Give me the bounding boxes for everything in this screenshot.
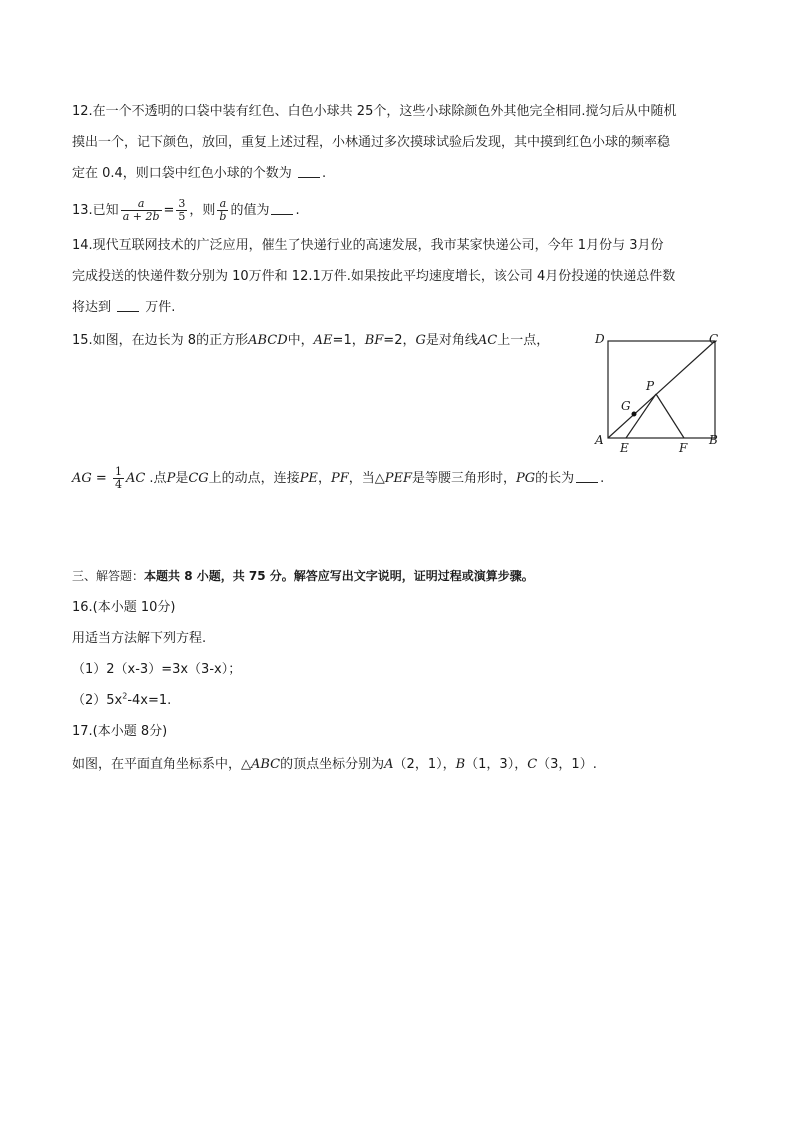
q13-frac2-num: 3 bbox=[178, 197, 186, 210]
q15-cg: CG bbox=[188, 471, 209, 486]
q15-p: P bbox=[166, 471, 176, 486]
q15-pf: PF bbox=[330, 471, 349, 486]
q12-line-3 bbox=[72, 164, 326, 184]
q17-a: A bbox=[384, 757, 394, 772]
q15-ac: AC bbox=[477, 333, 498, 348]
q15-text-b: 中， bbox=[287, 333, 314, 348]
q14-line-3b: 万件. bbox=[145, 300, 176, 315]
q13-line bbox=[72, 198, 300, 224]
section-3-title: 三、解答题： bbox=[72, 569, 145, 583]
q16-p2a: （2）5x bbox=[72, 693, 123, 708]
q15-text-2d: ，当△ bbox=[348, 471, 385, 486]
q15-text-2b: 是 bbox=[175, 471, 189, 486]
q13-fraction-a-over-b bbox=[217, 198, 228, 223]
label-g: G bbox=[621, 399, 631, 413]
q15-ac-2: AC bbox=[125, 471, 146, 486]
q15-frac-den: 4 bbox=[114, 478, 122, 491]
q15-bf-val: =2， bbox=[383, 333, 416, 348]
q15-ae-val: =1， bbox=[332, 333, 365, 348]
q13-mid: ，则 bbox=[189, 203, 216, 218]
q14-line-2: 完成投送的快递件数分别为 10万件和 12.1万件.如果按此平均速度增长，该公司 4月份投递的快递总件数 bbox=[72, 269, 676, 284]
label-f: F bbox=[679, 441, 688, 455]
q15-ag-eq: = bbox=[91, 471, 111, 486]
q13-end: . bbox=[295, 203, 300, 218]
label-e: E bbox=[620, 441, 629, 455]
q16-p2-exponent: 2 bbox=[122, 691, 128, 701]
q12-line-3-text: 定在 0.4，则口袋中红色小球的个数为 bbox=[72, 166, 292, 181]
q12-line-2: 摸出一个，记下颜色，放回，重复上述过程，小林通过多次摸球试验后发现，其中摸到红色小球的频率稳 bbox=[72, 135, 671, 150]
q15-answer-blank bbox=[576, 469, 598, 483]
q13-suffix: 的值为 bbox=[230, 203, 270, 218]
q15-text-2f: 的长为 bbox=[535, 471, 575, 486]
q15-text-2c: 上的动点，连接 bbox=[208, 471, 300, 486]
q17-t1: 如图，在平面直角坐标系中，△ bbox=[72, 757, 251, 772]
q16-p2b: -4x=1. bbox=[127, 693, 172, 708]
diagonal-ac bbox=[608, 341, 715, 438]
q13-frac1-den: a + 2b bbox=[122, 210, 160, 223]
q12-answer-blank bbox=[298, 164, 320, 178]
q13-frac1-num: a bbox=[137, 197, 145, 210]
q17-text bbox=[72, 755, 597, 775]
q16-intro: 用适当方法解下列方程. bbox=[72, 631, 207, 646]
q13-frac3-num: a bbox=[219, 197, 227, 210]
q15-text-d: 上一点， bbox=[497, 333, 550, 348]
label-p: P bbox=[646, 379, 655, 393]
q12-line-1: 12.在一个不透明的口袋中装有红色、白色小球共 25个，这些小球除颜色外其他完全相同.搅匀后从中随机 bbox=[72, 104, 677, 119]
label-c: C bbox=[709, 332, 719, 346]
q15-frac-num: 1 bbox=[114, 465, 122, 478]
q15-line-2 bbox=[72, 466, 604, 492]
label-b: B bbox=[709, 433, 718, 447]
q17-a-coord: （2，1）， bbox=[393, 757, 456, 772]
segment-pf bbox=[656, 394, 684, 438]
q15-square-figure bbox=[590, 328, 730, 458]
q15-line-1 bbox=[72, 331, 549, 351]
q16-part-1: （1）2（x-3）=3x（3-x）； bbox=[72, 662, 242, 677]
q15-fraction-1-over-4 bbox=[113, 466, 124, 491]
q13-answer-blank bbox=[271, 201, 293, 215]
q17-t2: 的顶点坐标分别为 bbox=[280, 757, 385, 772]
q14-answer-blank bbox=[117, 298, 139, 312]
point-g bbox=[632, 412, 637, 417]
q13-eq: = bbox=[163, 203, 175, 218]
q15-comma: ， bbox=[317, 471, 331, 486]
q17-b-coord: （1，3）， bbox=[465, 757, 528, 772]
q15-pg: PG bbox=[516, 471, 536, 486]
q15-text-2a: .点 bbox=[145, 471, 167, 486]
q13-frac2-den: 5 bbox=[178, 210, 186, 223]
q15-g: G bbox=[415, 333, 426, 348]
q15-pe: PE bbox=[299, 471, 318, 486]
q17-title: 17.(本小题 8分) bbox=[72, 724, 168, 739]
q12-end: . bbox=[321, 166, 327, 181]
q15-text-c: 是对角线 bbox=[425, 333, 478, 348]
q15-text-2e: 是等腰三角形时， bbox=[412, 471, 517, 486]
q16-part-2 bbox=[72, 691, 171, 711]
label-a: A bbox=[595, 433, 604, 447]
q15-text-a: 15.如图，在边长为 8的正方形 bbox=[72, 333, 249, 348]
q15-ae: AE bbox=[313, 333, 333, 348]
q15-end: . bbox=[600, 471, 605, 486]
q15-abcd: ABCD bbox=[248, 333, 288, 348]
q13-fraction-3-over-5 bbox=[176, 198, 187, 223]
label-d: D bbox=[595, 332, 605, 346]
q14-line-1: 14.现代互联网技术的广泛应用，催生了快递行业的高速发展，我市某家快递公司，今年 1月份与 3月份 bbox=[72, 238, 664, 253]
q13-fraction-a-over-a-plus-2b bbox=[121, 198, 162, 223]
section-3-instructions: 本题共 8 小题，共 75 分。解答应写出文字说明，证明过程或演算步骤。 bbox=[144, 569, 534, 583]
q17-abc: ABC bbox=[251, 757, 281, 772]
q15-ag: AG bbox=[72, 471, 92, 486]
q16-title: 16.(本小题 10分) bbox=[72, 600, 176, 615]
q13-prefix: 13.已知 bbox=[72, 203, 119, 218]
q15-pef: PEF bbox=[384, 471, 412, 486]
q17-b: B bbox=[455, 757, 466, 772]
q14-line-3a: 将达到 bbox=[72, 300, 112, 315]
q17-c: C bbox=[527, 757, 538, 772]
section-3-heading bbox=[72, 566, 534, 586]
q17-c-coord: （3，1）. bbox=[537, 757, 597, 772]
q13-frac3-den: b bbox=[219, 210, 227, 223]
q15-bf: BF bbox=[364, 333, 384, 348]
q14-line-3 bbox=[72, 298, 175, 318]
